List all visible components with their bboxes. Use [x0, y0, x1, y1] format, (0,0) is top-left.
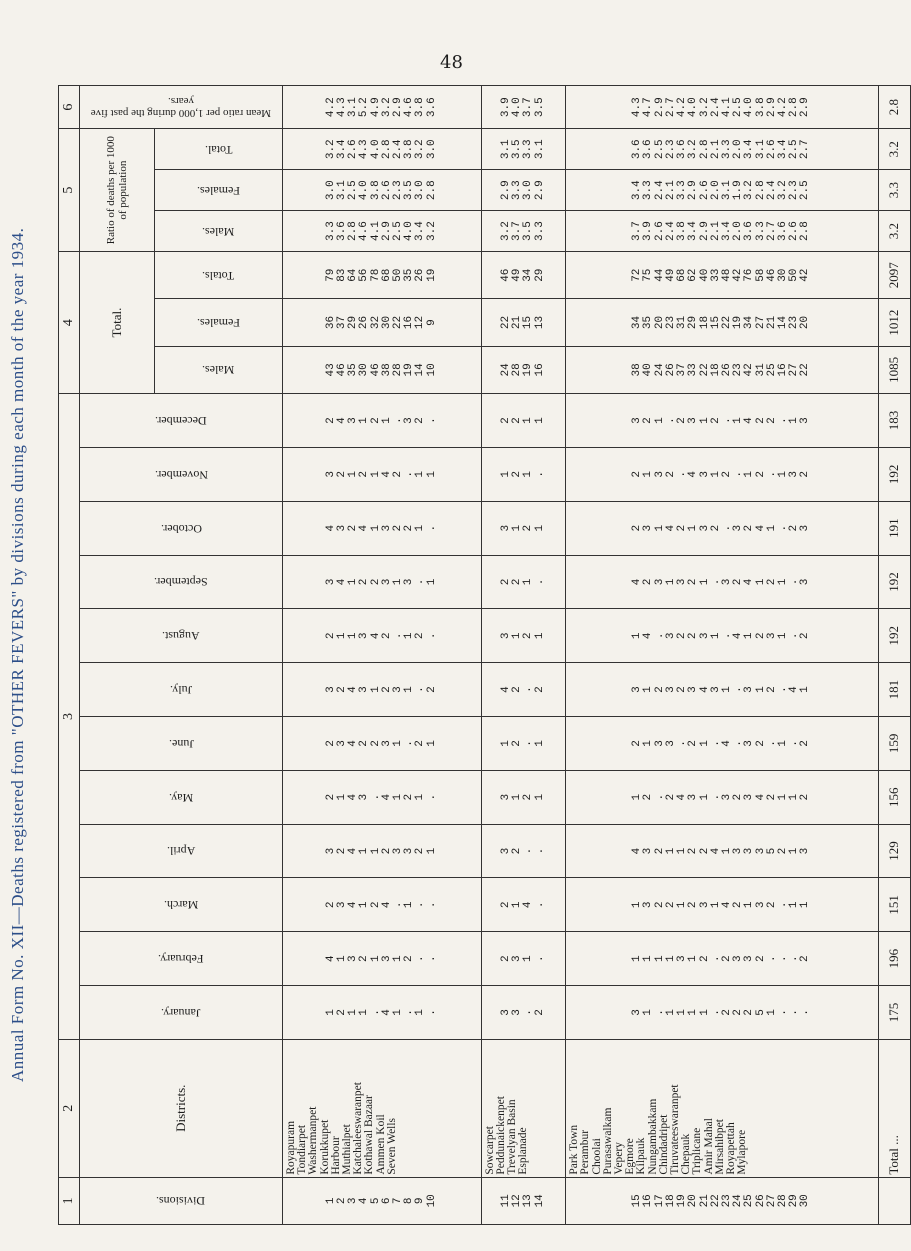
ratio-females-cell: 2.9 3.3 3.0 2.9 [481, 170, 566, 211]
total-males-cell: 38 40 24 26 37 33 22 18 26 23 42 31 25 16 27 22 [566, 346, 879, 393]
month-cell: 3 1 2 1 [481, 609, 566, 663]
total-row [878, 86, 910, 1225]
grand-total-females: 1012 [878, 299, 910, 346]
total-totals-cell: 72 75 44 49 68 62 40 33 48 42 76 58 46 30 50 42 [566, 252, 879, 299]
grand-total-males: 1085 [878, 346, 910, 393]
total-month-cell: 191 [878, 501, 910, 555]
month-cell: 3 1 2 1 [481, 501, 566, 555]
total-females-header: Females. [155, 299, 283, 346]
month-cell: 3 2 1 2 1 4 2 . 1 1 [283, 447, 482, 501]
month-cell: 3 1 . 1 1 1 1 . 2 2 2 5 1 . . . [566, 986, 879, 1040]
column-number: 1 [59, 1177, 80, 1224]
ratio-males-cell: 3.7 3.9 2.6 2.4 3.8 3.4 2.9 2.1 3.4 2.0 3.6 3.3 2.7 3.6 2.6 2.8 [566, 211, 879, 252]
column-number: 2 [59, 1039, 80, 1177]
division-numbers: 15 16 17 18 19 20 21 22 23 24 25 26 27 28 29 30 [566, 1177, 879, 1224]
month-header: March. [80, 878, 283, 932]
ratio-group-header: Ratio of deaths per 1000 of population [80, 129, 155, 252]
month-cell: 2 1 4 3 . 4 1 2 1 . [283, 770, 482, 824]
ratio-total-cell: 3.1 3.5 3.3 3.1 [481, 129, 566, 170]
month-cell: 3 1 2 3 2 3 4 3 1 . 3 1 2 . 4 1 [566, 663, 879, 717]
table-row [283, 86, 482, 1225]
grand-ratio-females: 3.3 [878, 170, 910, 211]
total-month-cell: 183 [878, 394, 910, 448]
month-cell: 2 3 1 . [481, 932, 566, 986]
district-names: Sowcarpet Peddunaickenpet Trevelyan Basin Esplanade [481, 1039, 566, 1177]
ratio-females-cell: 3.4 3.3 2.4 2.1 3.3 2.9 2.6 2.0 3.1 1.9 3.2 2.8 2.4 3.2 2.3 2.5 [566, 170, 879, 211]
total-month-cell: 159 [878, 716, 910, 770]
ratio-males-cell: 3.3 3.6 2.8 4.6 4.1 2.9 2.5 4.0 3.4 3.2 [283, 211, 482, 252]
page-number: 48 [440, 52, 463, 73]
month-cell: 3 3 . 2 [481, 986, 566, 1040]
month-cell: 2 1 3 2 . 4 3 1 2 . 1 2 . 1 3 2 [566, 447, 879, 501]
month-cell: 1 2 1 1 . 4 1 . 1 . [283, 986, 482, 1040]
month-header: December. [80, 394, 283, 448]
deaths-table [58, 85, 911, 1225]
total-females-cell: 36 37 29 26 32 30 22 16 12 9 [283, 299, 482, 346]
ratio-total-cell: 3.2 3.4 2.6 4.3 4.0 2.8 2.4 3.8 3.2 3.0 [283, 129, 482, 170]
ratio-males-header: Males. [155, 211, 283, 252]
total-males-cell: 43 46 35 30 46 38 28 19 14 10 [283, 346, 482, 393]
total-month-cell: 192 [878, 447, 910, 501]
month-header: November. [80, 447, 283, 501]
total-label: Total ... [878, 1039, 910, 1177]
total-month-cell: 151 [878, 878, 910, 932]
total-males-header: Males. [155, 346, 283, 393]
month-cell: 2 1 3 3 . 2 1 . 4 . 3 2 . 1 . 2 [566, 716, 879, 770]
month-cell: 2 3 4 1 2 4 . 1 . . [283, 878, 482, 932]
month-cell: 3 2 1 . 2 3 1 2 . 1 4 2 2 . 1 3 [566, 394, 879, 448]
month-cell: 1 3 2 2 1 2 3 1 4 2 1 3 2 . 1 1 [566, 878, 879, 932]
month-cell: 4 2 3 1 3 2 1 . 3 2 4 1 2 1 . 3 [566, 555, 879, 609]
total-month-cell: 129 [878, 824, 910, 878]
district-names: Park Town Perambur Choolai Purasawalkam Vepery Egmore Kilpauk Nungambakkam Chindadripet Tiruvateeswaranpet Chepauk Triplicane Amir Mahal Mirsahibpet Royapettah Mylapore [566, 1039, 879, 1177]
total-group-header: Total. [80, 252, 155, 394]
mean-ratio-header: Mean ratio per 1,000 during the past five years. [80, 86, 283, 129]
month-cell: 2 2 1 . [481, 555, 566, 609]
rotated-table-wrapper [58, 85, 902, 1225]
month-cell: 3 2 4 3 1 2 3 1 . 2 [283, 663, 482, 717]
total-totals-cell: 46 49 34 29 [481, 252, 566, 299]
month-cell: 1 2 . 1 [481, 716, 566, 770]
empty-cell [878, 1177, 910, 1224]
month-cell: 2 1 4 . [481, 878, 566, 932]
statistics-table-sheet [58, 85, 902, 1225]
table-row [566, 86, 879, 1225]
month-cell: 1 2 1 . [481, 447, 566, 501]
month-cell: 4 1 3 2 1 3 1 2 . . [283, 932, 482, 986]
month-cell: 3 2 . . [481, 824, 566, 878]
month-header: September. [80, 555, 283, 609]
total-month-cell: 156 [878, 770, 910, 824]
grand-ratio-total: 3.2 [878, 129, 910, 170]
month-header: August. [80, 609, 283, 663]
total-females-cell: 34 35 20 23 31 29 18 15 22 19 34 27 21 14 23 20 [566, 299, 879, 346]
total-month-cell: 181 [878, 663, 910, 717]
month-cell: 1 1 1 1 3 1 2 . 2 3 3 2 . . . 2 [566, 932, 879, 986]
ratio-females-cell: 3.0 3.1 2.5 4.0 3.8 2.6 2.3 3.5 3.0 2.8 [283, 170, 482, 211]
grand-mean-ratio: 2.8 [878, 86, 910, 129]
month-header: October. [80, 501, 283, 555]
divisions-header: Divisions. [80, 1177, 283, 1224]
total-females-cell: 22 21 15 13 [481, 299, 566, 346]
month-cell: 2 4 3 1 2 1 . 3 2 . [283, 394, 482, 448]
grand-total: 2097 [878, 252, 910, 299]
mean-ratio-cell: 4.2 4.3 3.1 5.2 4.9 3.2 2.9 4.6 3.8 3.6 [283, 86, 482, 129]
month-cell: 4 3 2 1 1 2 2 4 1 3 3 3 5 2 1 3 [566, 824, 879, 878]
month-cell: 1 2 . 2 4 3 1 . 3 2 3 4 2 1 1 2 [566, 770, 879, 824]
total-males-cell: 24 28 19 16 [481, 346, 566, 393]
month-header: April. [80, 824, 283, 878]
division-numbers: 1 2 3 4 5 6 7 8 9 10 [283, 1177, 482, 1224]
table-row [481, 86, 566, 1225]
month-header: February. [80, 932, 283, 986]
total-month-cell: 175 [878, 986, 910, 1040]
month-header: January. [80, 986, 283, 1040]
column-number: 3 [59, 394, 80, 1040]
month-cell: 2 3 1 4 2 1 3 2 . 3 2 4 1 . 2 3 [566, 501, 879, 555]
ratio-males-cell: 3.2 3.7 3.5 3.3 [481, 211, 566, 252]
month-cell: 2 3 4 2 2 3 1 . 2 1 [283, 716, 482, 770]
ratio-females-header: Females. [155, 170, 283, 211]
month-cell: 4 3 2 4 1 3 2 2 1 . [283, 501, 482, 555]
total-month-cell: 192 [878, 555, 910, 609]
total-month-cell: 192 [878, 609, 910, 663]
total-totals-cell: 79 83 64 56 78 68 50 35 26 19 [283, 252, 482, 299]
side-title: Annual Form No. XII—Deaths registered from "OTHER FEVERS" by divisions during each month of the year 1934. [8, 227, 27, 1083]
month-cell: 4 2 . 2 [481, 663, 566, 717]
month-cell: 3 1 2 1 [481, 770, 566, 824]
column-number: 6 [59, 86, 80, 129]
month-header: June. [80, 716, 283, 770]
month-header: May. [80, 770, 283, 824]
district-names: Royapuram Tondiarpet Washermanpet Korukkupet Harbour Muthialpet Katchaleeswaranpet Kothawal Bazaar Ammen Koil Seven Wells [283, 1039, 482, 1177]
ratio-total-header: Total. [155, 129, 283, 170]
total-totals-header: Totals. [155, 252, 283, 299]
column-number: 4 [59, 252, 80, 394]
month-cell: 2 1 1 3 4 2 . 1 2 . [283, 609, 482, 663]
ratio-total-cell: 3.6 3.6 2.5 2.3 3.6 3.2 2.8 2.1 3.3 2.0 3.4 3.1 2.6 3.4 2.5 2.7 [566, 129, 879, 170]
month-cell: 3 2 4 1 1 2 3 3 2 1 [283, 824, 482, 878]
total-month-cell: 196 [878, 932, 910, 986]
column-number: 5 [59, 129, 80, 252]
month-header: July. [80, 663, 283, 717]
mean-ratio-cell: 4.3 4.7 2.9 2.7 4.2 4.0 3.2 2.4 4.1 2.5 4.0 3.8 2.9 4.2 2.8 2.9 [566, 86, 879, 129]
month-cell: 2 2 1 1 [481, 394, 566, 448]
mean-ratio-cell: 3.9 4.0 3.7 3.5 [481, 86, 566, 129]
month-cell: 3 4 1 2 2 3 1 3 . 1 [283, 555, 482, 609]
districts-header: Districts. [80, 1039, 283, 1177]
grand-ratio-males: 3.2 [878, 211, 910, 252]
month-cell: 1 4 . 3 2 2 3 1 . 4 1 2 3 1 . 2 [566, 609, 879, 663]
division-numbers: 11 12 13 14 [481, 1177, 566, 1224]
